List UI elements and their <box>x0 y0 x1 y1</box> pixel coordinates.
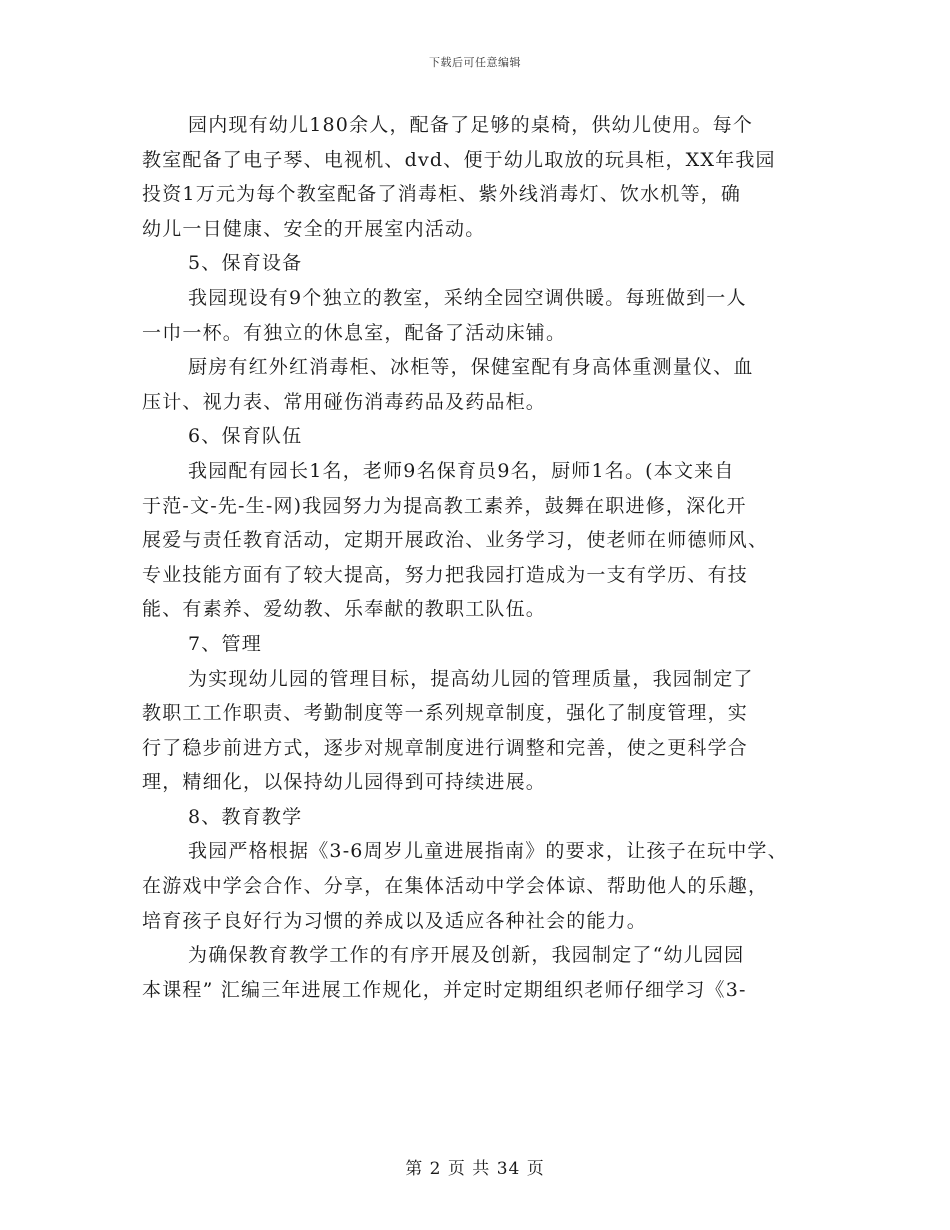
text-line: 培育孩子良好行为习惯的养成以及适应各种社会的能力。 <box>142 909 648 932</box>
text-line: 压计、视力表、常用碰伤消毒药品及药品柜。 <box>142 390 547 413</box>
text-line: 园内现有幼儿180余人，配备了足够的桌椅，供幼儿使用。每个 <box>188 114 754 136</box>
text-line: 在游戏中学会合作、分享，在集体活动中学会体谅、帮助他人的乐趣， <box>142 875 769 898</box>
text-line: 教室配备了电子琴、电视机、dvd、便于幼儿取放的玩具柜，XX年我园 <box>142 148 776 171</box>
text-line: 我园现设有9个独立的教室，采纳全园空调供暖。每班做到一人 <box>188 286 747 309</box>
text-line: 我园严格根据《3-6周岁儿童进展指南》的要求，让孩子在玩中学、 <box>188 840 788 863</box>
page-footer: 第 2 页 共 34 页 <box>405 1159 545 1179</box>
text-line: 为实现幼儿园的管理目标，提高幼儿园的管理质量，我园制定了 <box>188 667 754 690</box>
document-body <box>142 108 832 1007</box>
text-line: 能、有素养、爱幼教、乐奉献的教职工队伍。 <box>142 598 547 621</box>
text-line: 为确保教育教学工作的有序开展及创新，我园制定了“幼儿园园 <box>188 944 745 967</box>
text-line: 理，精细化，以保持幼儿园得到可持续进展。 <box>142 771 547 794</box>
text-line: 7、管理 <box>188 632 262 655</box>
text-line: 行了稳步前进方式，逐步对规章制度进行调整和完善，使之更科学合 <box>142 736 749 759</box>
text-line: 厨房有红外红消毒柜、冰柜等，保健室配有身高体重测量仪、血 <box>188 356 754 379</box>
text-line: 6、保育队伍 <box>188 425 303 448</box>
page-header: 下载后可任意编辑 <box>429 56 521 69</box>
text-line: 幼儿一日健康、安全的开展室内活动。 <box>142 217 486 240</box>
text-line: 我园配有园长1名，老师9名保育员9名，厨师1名。(本文来自 <box>188 459 735 482</box>
text-line: 本课程” 汇编三年进展工作规化，并定时定期组织老师仔细学习《3- <box>142 978 747 1001</box>
text-line: 一巾一杯。有独立的休息室，配备了活动床铺。 <box>142 321 567 344</box>
text-line: 展爱与责任教育活动，定期开展政治、业务学习，使老师在师德师风、 <box>142 529 769 552</box>
text-line: 投资1万元为每个教室配备了消毒柜、紫外线消毒灯、饮水机等，确 <box>142 183 742 206</box>
text-line: 教职工工作职责、考勤制度等一系列规章制度，强化了制度管理，实 <box>142 702 749 725</box>
text-line: 5、保育设备 <box>188 252 303 275</box>
text-line: 8、教育教学 <box>188 805 303 828</box>
text-line: 于范-文-先-生-网)我园努力为提高教工素养，鼓舞在职进修，深化开 <box>142 494 747 517</box>
text-line: 专业技能方面有了较大提高，努力把我园打造成为一支有学历、有技 <box>142 563 749 586</box>
